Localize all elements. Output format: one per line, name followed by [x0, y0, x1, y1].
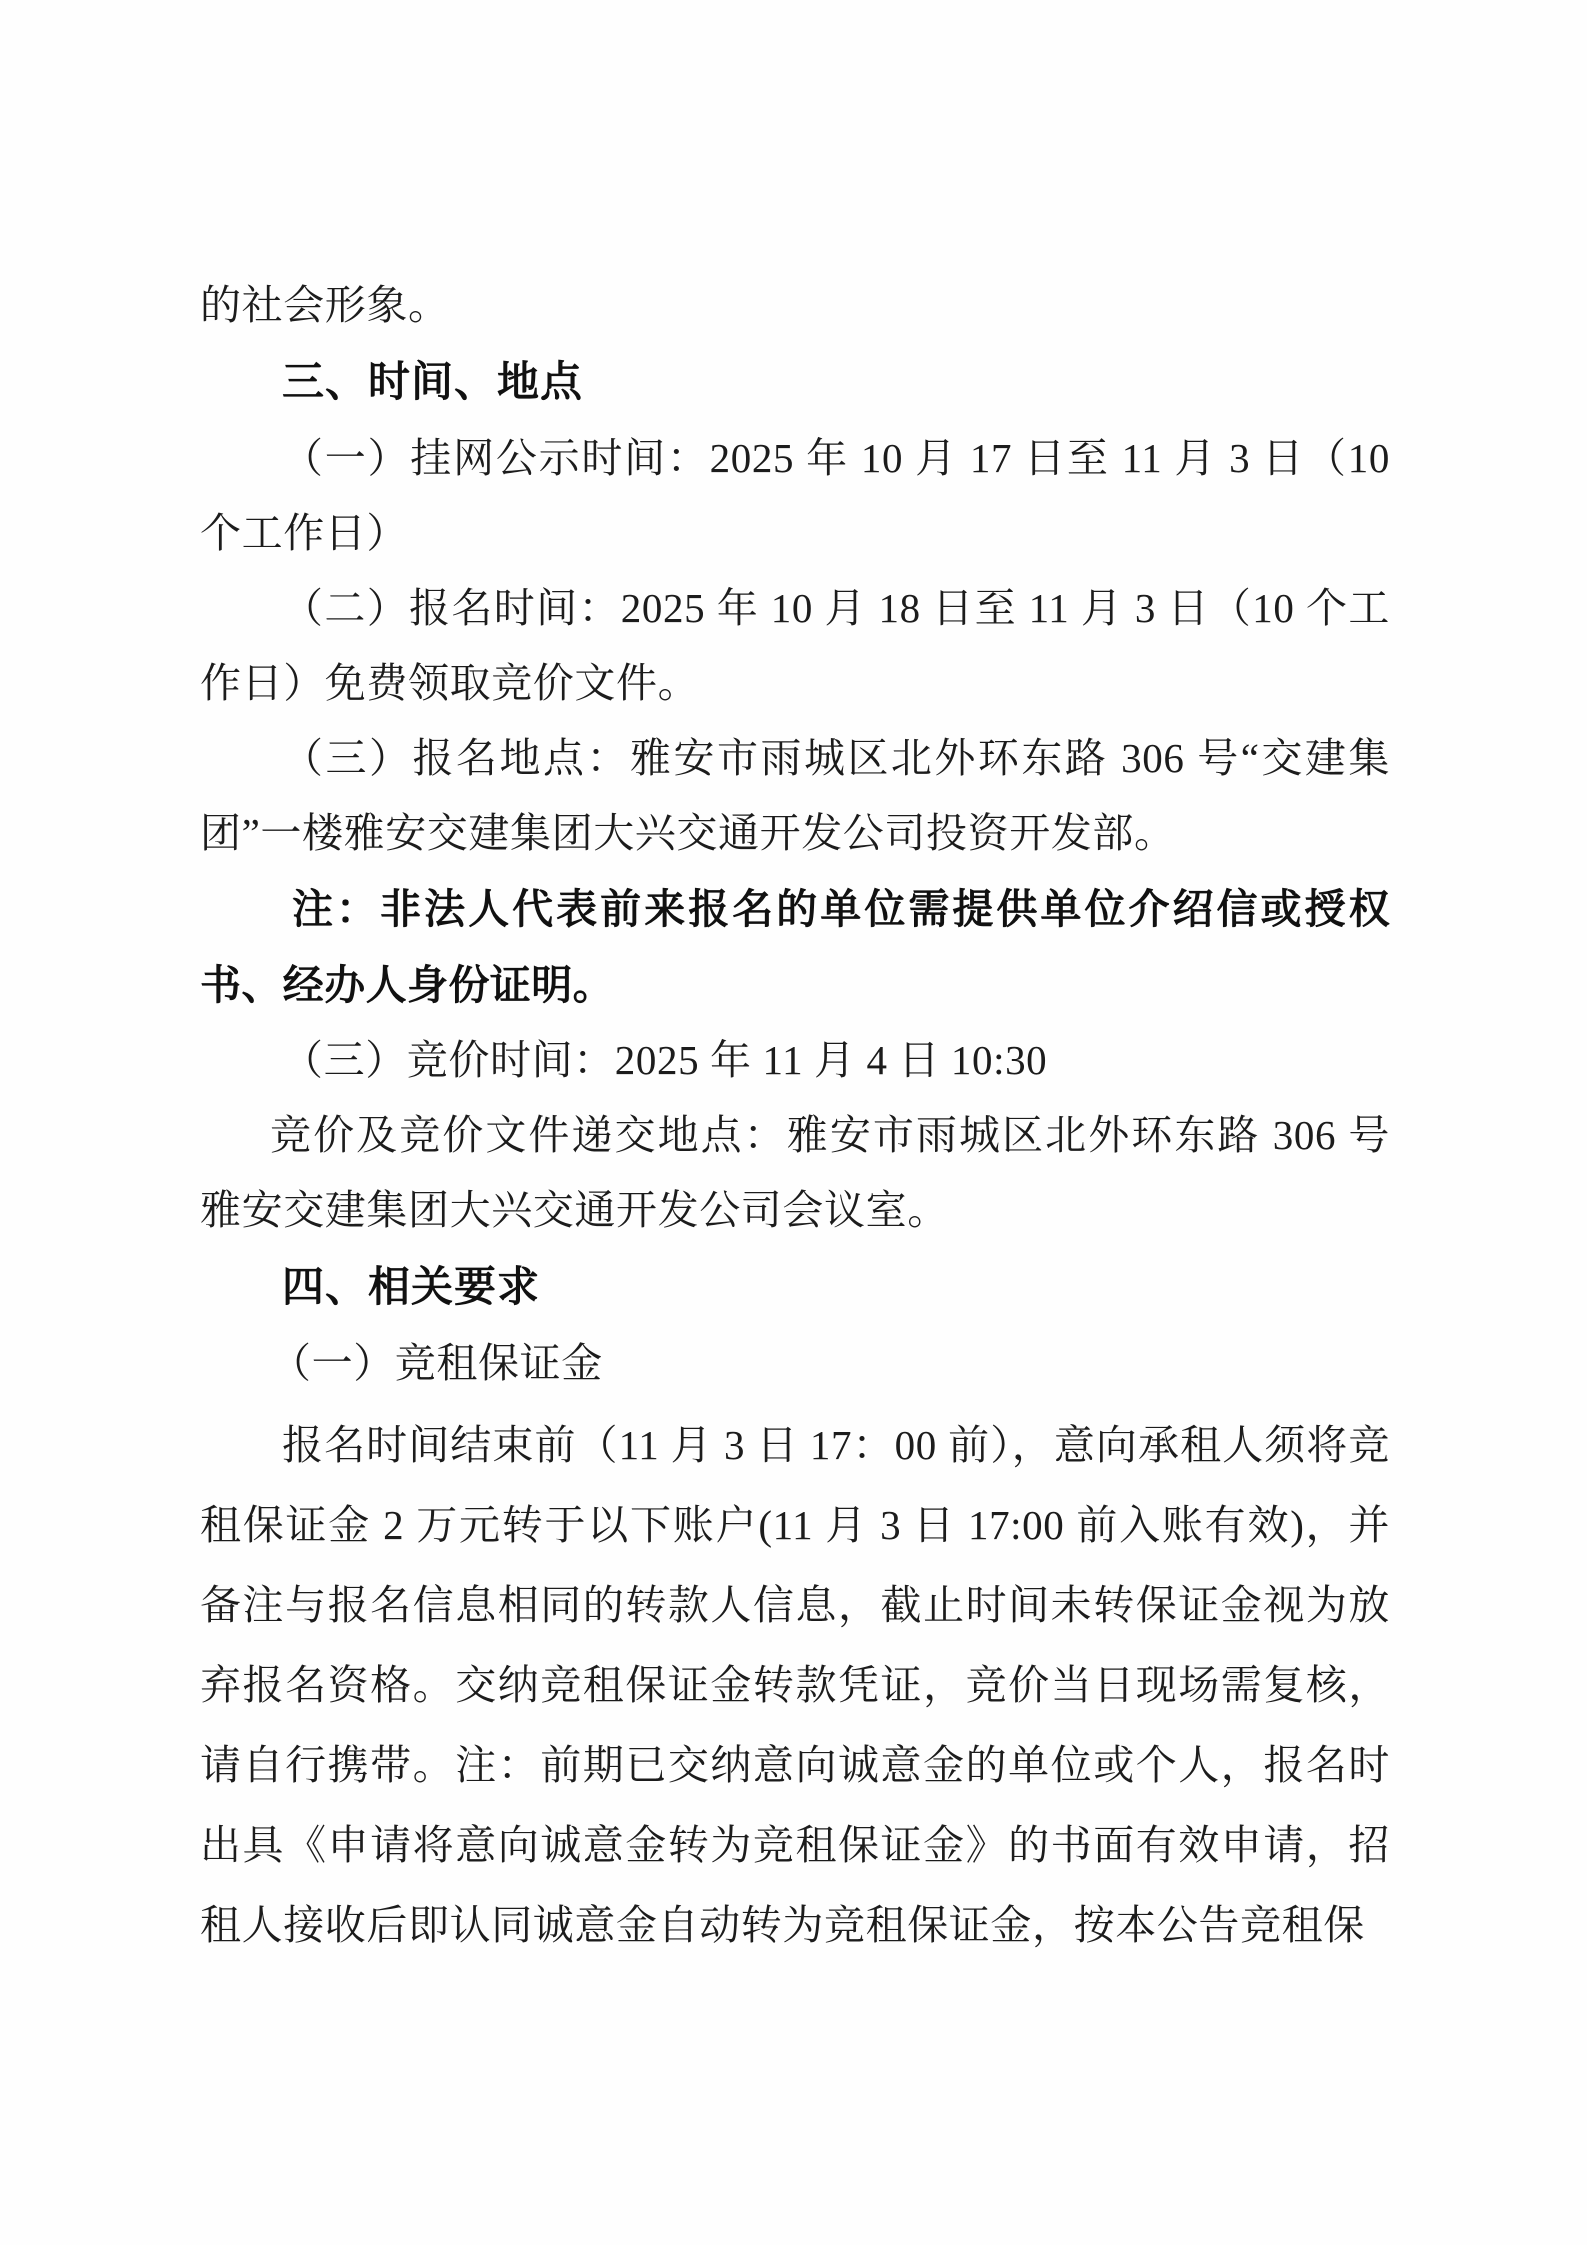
paragraph-item-4: （三）竞价时间：2025 年 11 月 4 日 10:30: [282, 1037, 1048, 1083]
paragraph-item-5: 竞价及竞价文件递交地点：雅安市雨城区北外环东路 306 号雅安交建集团大兴交通开发公司会议室。: [200, 1112, 1390, 1233]
section-heading-4: 四、相关要求: [282, 1263, 541, 1310]
subsection-heading-1: （一）竞租保证金: [270, 1340, 603, 1386]
document-body: [200, 268, 1390, 1965]
paragraph-item-3: （三）报名地点：雅安市雨城区北外环东路 306 号“交建集团”一楼雅安交建集团大兴交通开发公司投资开发部。: [200, 735, 1390, 856]
carryover-line: 的社会形象。: [200, 282, 450, 328]
section-heading-3: 三、时间、地点: [282, 358, 584, 405]
paragraph-item-1: （一）挂网公示时间：2025 年 10 月 17 日至 11 月 3 日（10 个工作日）: [200, 435, 1390, 556]
paragraph-note: 注：非法人代表前来报名的单位需提供单位介绍信或授权书、经办人身份证明。: [200, 886, 1390, 1008]
paragraph-deposit: 报名时间结束前（11 月 3 日 17：00 前），意向承租人须将竞租保证金 2 万元转于以下账户(11 月 3 日 17:00 前入账有效)，并备注与报名信息相同的转款人信息，截止时间未转保证金视为放弃报名资格。交纳竞租保证金转款凭证，竞价当日现场需复核，请自行携带。注：前期已交纳意向诚意金的单位或个人，报名时出具《申请将意向诚意金转为竞租保证金》的书面有效申请，招租人接收后即认同诚意金自动转为竞租保证金，按本公告竞租保: [200, 1422, 1390, 1948]
paragraph-item-2: （二）报名时间：2025 年 10 月 18 日至 11 月 3 日（10 个工作日）免费领取竞价文件。: [200, 585, 1390, 706]
